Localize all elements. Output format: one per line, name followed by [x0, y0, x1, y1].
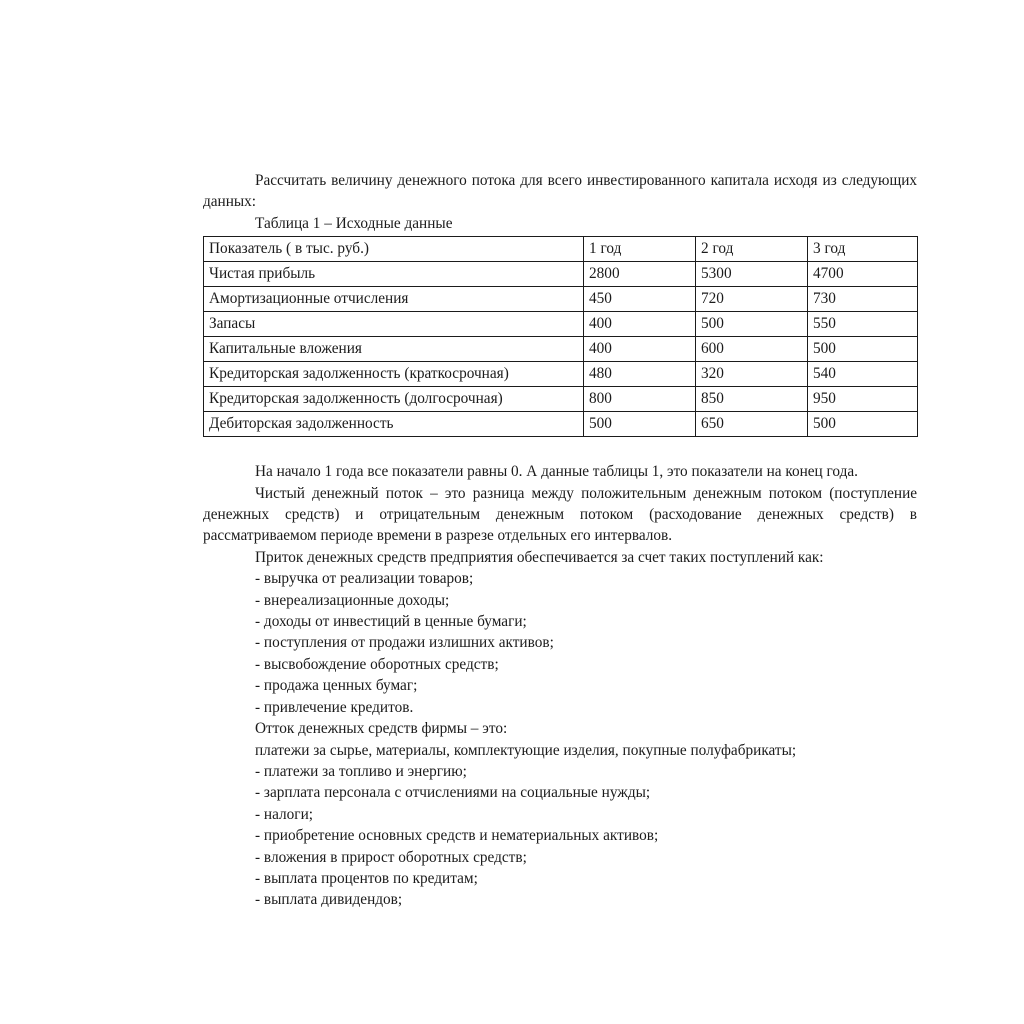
outflow-list	[203, 740, 917, 911]
list-item: - поступления от продажи излишних активов;	[255, 634, 554, 652]
cell-year2: 720	[696, 287, 808, 312]
table-row	[204, 337, 918, 362]
cell-year2: 320	[696, 362, 808, 387]
cell-year1: 400	[584, 312, 696, 337]
table-header-row	[204, 237, 918, 262]
column-header-indicator: Показатель ( в тыс. руб.)	[204, 237, 584, 262]
row-label: Дебиторская задолженность	[204, 412, 584, 437]
table-row	[204, 362, 918, 387]
cell-year3: 500	[808, 337, 918, 362]
column-header-year1: 1 год	[584, 237, 696, 262]
list-item: - платежи за топливо и энергию;	[255, 762, 467, 780]
row-label: Запасы	[204, 312, 584, 337]
cell-year3: 950	[808, 387, 918, 412]
list-item: - налоги;	[255, 805, 314, 823]
column-header-year3: 3 год	[808, 237, 918, 262]
cell-year2: 500	[696, 312, 808, 337]
definition-paragraph: Чистый денежный поток – это разница между положительным денежным потоком (поступление денежных средств) и отрицательным денежным потоком (расходование денежных средств) в рассматриваемом периоде времени в разрезе отдельных его интервалов.	[203, 484, 917, 545]
row-label: Кредиторская задолженность (долгосрочная)	[204, 387, 584, 412]
list-item: - высвобождение оборотных средств;	[255, 655, 499, 673]
cell-year1: 500	[584, 412, 696, 437]
cell-year2: 850	[696, 387, 808, 412]
column-header-year2: 2 год	[696, 237, 808, 262]
list-item: - внереализационные доходы;	[255, 591, 450, 609]
cell-year2: 600	[696, 337, 808, 362]
cell-year2: 5300	[696, 262, 808, 287]
outflow-lead-paragraph: Отток денежных средств фирмы – это:	[255, 720, 508, 738]
list-item: - доходы от инвестиций в ценные бумаги;	[255, 613, 527, 631]
list-item: - приобретение основных средств и нематериальных активов;	[255, 827, 659, 845]
list-item: - выручка от реализации товаров;	[255, 570, 474, 588]
list-item: - вложения в прирост оборотных средств;	[255, 848, 527, 866]
cell-year1: 800	[584, 387, 696, 412]
table-caption: Таблица 1 – Исходные данные	[255, 214, 453, 232]
row-label: Чистая прибыль	[204, 262, 584, 287]
table-row	[204, 412, 918, 437]
table-row	[204, 287, 918, 312]
cell-year1: 2800	[584, 262, 696, 287]
cell-year3: 500	[808, 412, 918, 437]
cell-year2: 650	[696, 412, 808, 437]
row-label: Капитальные вложения	[204, 337, 584, 362]
list-item: - привлечение кредитов.	[255, 698, 414, 716]
cell-year3: 550	[808, 312, 918, 337]
initial-data-table	[203, 236, 918, 437]
list-item: - выплата дивидендов;	[255, 891, 403, 909]
table-row	[204, 312, 918, 337]
list-item: - выплата процентов по кредитам;	[255, 869, 478, 887]
inflow-list	[203, 568, 917, 718]
cell-year3: 730	[808, 287, 918, 312]
list-item: платежи за сырье, материалы, комплектующие изделия, покупные полуфабрикаты;	[255, 741, 797, 759]
cell-year1: 450	[584, 287, 696, 312]
document-body	[203, 170, 917, 911]
row-label: Амортизационные отчисления	[204, 287, 584, 312]
intro-paragraph: Рассчитать величину денежного потока для всего инвестированного капитала исходя из следующих данных:	[203, 172, 917, 211]
table-row	[204, 387, 918, 412]
cell-year3: 540	[808, 362, 918, 387]
cell-year1: 400	[584, 337, 696, 362]
cell-year3: 4700	[808, 262, 918, 287]
list-item: - продажа ценных бумаг;	[255, 677, 418, 695]
list-item: - зарплата персонала с отчислениями на социальные нужды;	[255, 784, 651, 802]
table-container	[203, 236, 917, 437]
cell-year1: 480	[584, 362, 696, 387]
table-row	[204, 262, 918, 287]
note-paragraph: На начало 1 года все показатели равны 0. А данные таблицы 1, это показатели на конец года.	[255, 463, 858, 481]
inflow-lead-paragraph: Приток денежных средств предприятия обеспечивается за счет таких поступлений как:	[255, 548, 824, 566]
row-label: Кредиторская задолженность (краткосрочная)	[204, 362, 584, 387]
